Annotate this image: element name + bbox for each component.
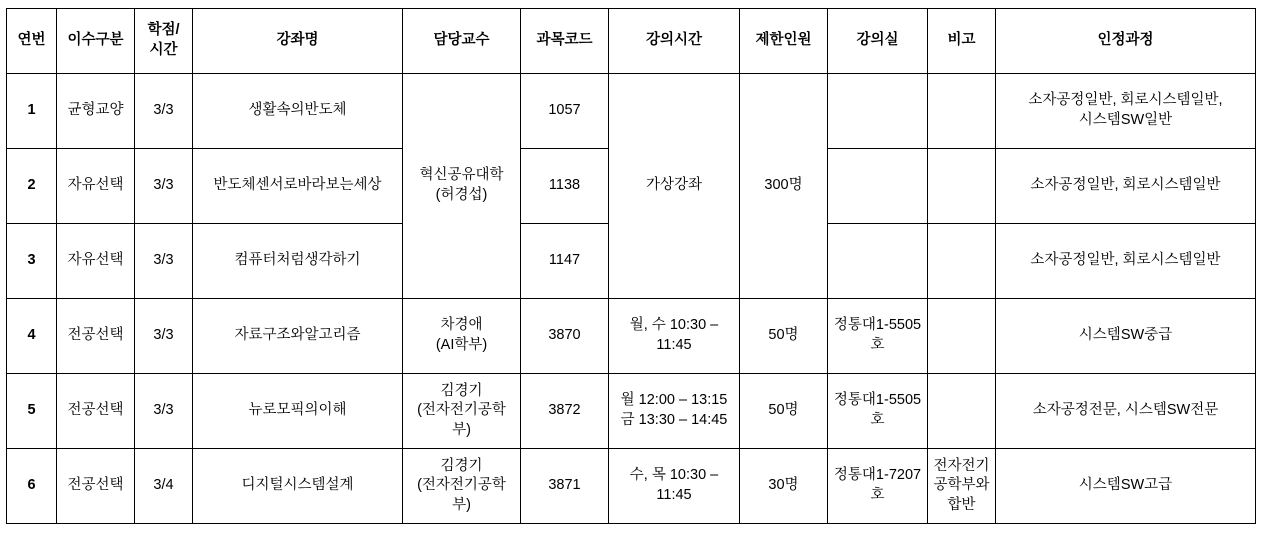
cell-program: 소자공정일반, 회로시스템일반 [996, 224, 1256, 299]
cell-room-line1: 정통대1-7207 [833, 467, 922, 484]
column-header-credit [135, 9, 193, 74]
cell-room [828, 74, 928, 149]
cell-time-line2: 11:45 [656, 487, 692, 503]
table-row [7, 74, 1256, 149]
cell-code: 1138 [521, 149, 609, 224]
cell-professor-line2: (AI학부) [435, 337, 488, 353]
cell-professor-line2: (전자전기공학 [417, 402, 506, 419]
cell-seq: 6 [7, 449, 57, 524]
cell-seq: 1 [7, 74, 57, 149]
cell-room-line1: 정통대1-5505 [833, 392, 922, 409]
cell-code: 3870 [521, 299, 609, 374]
cell-program: 소자공정일반, 회로시스템일반 [996, 149, 1256, 224]
table-header [7, 9, 1256, 74]
cell-room [828, 149, 928, 224]
cell-note [928, 299, 996, 374]
cell-time-line2: 11:45 [656, 337, 692, 353]
cell-title: 컴퓨터처럼생각하기 [193, 224, 403, 299]
cell-program [996, 74, 1256, 149]
cell-seq: 5 [7, 374, 57, 449]
cell-seq: 2 [7, 149, 57, 224]
cell-code: 3872 [521, 374, 609, 449]
cell-professor-line2: (허경섭) [435, 187, 488, 203]
column-header-professor: 담당교수 [403, 9, 521, 74]
cell-program: 소자공정전문, 시스템SW전문 [996, 374, 1256, 449]
cell-credit: 3/3 [135, 299, 193, 374]
cell-room [828, 299, 928, 374]
column-header-room: 강의실 [828, 9, 928, 74]
table-body [7, 74, 1256, 524]
cell-note [928, 74, 996, 149]
column-header-program: 인정과정 [996, 9, 1256, 74]
cell-room [828, 374, 928, 449]
cell-professor [403, 374, 521, 449]
cell-room [828, 224, 928, 299]
cell-title: 생활속의반도체 [193, 74, 403, 149]
cell-code: 1147 [521, 224, 609, 299]
cell-time [609, 299, 740, 374]
cell-professor-line2: (전자전기공학 [417, 477, 506, 494]
cell-code: 3871 [521, 449, 609, 524]
cell-room-line2: 호 [870, 487, 885, 503]
cell-time [609, 449, 740, 524]
cell-type: 전공선택 [57, 299, 135, 374]
cell-professor-line1: 김경기 [440, 457, 483, 474]
column-header-credit-line1: 학점/ [147, 22, 180, 39]
cell-credit: 3/4 [135, 449, 193, 524]
column-header-type: 이수구분 [57, 9, 135, 74]
cell-credit: 3/3 [135, 149, 193, 224]
cell-note [928, 224, 996, 299]
course-table [6, 8, 1256, 524]
cell-room-line2: 호 [870, 412, 885, 428]
cell-limit-merged: 300명 [740, 74, 828, 299]
table-row [7, 299, 1256, 374]
column-header-time: 강의시간 [609, 9, 740, 74]
cell-professor-line3: 부) [452, 421, 471, 438]
cell-type: 전공선택 [57, 374, 135, 449]
cell-title: 반도체센서로바라보는세상 [193, 149, 403, 224]
cell-room-line2: 호 [870, 337, 885, 353]
cell-title: 디지털시스템설계 [193, 449, 403, 524]
cell-credit: 3/3 [135, 74, 193, 149]
cell-title: 자료구조와알고리즘 [193, 299, 403, 374]
cell-note [928, 449, 996, 524]
cell-program-line1: 소자공정일반, 회로시스템일반, [1028, 92, 1223, 109]
cell-time-line1: 월 12:00 – 13:15 [620, 392, 728, 409]
cell-credit: 3/3 [135, 374, 193, 449]
cell-note-line2: 공학부와 [933, 477, 990, 494]
cell-time-line2: 금 13:30 – 14:45 [620, 412, 728, 428]
cell-room-line1: 정통대1-5505 [833, 317, 922, 334]
cell-type: 자유선택 [57, 224, 135, 299]
cell-time-line1: 수, 목 10:30 – [629, 467, 719, 484]
cell-limit: 30명 [740, 449, 828, 524]
cell-limit: 50명 [740, 374, 828, 449]
cell-program: 시스템SW고급 [996, 449, 1256, 524]
cell-professor-line1: 혁신공유대학 [419, 167, 504, 184]
cell-code: 1057 [521, 74, 609, 149]
cell-program: 시스템SW중급 [996, 299, 1256, 374]
column-header-limit: 제한인원 [740, 9, 828, 74]
cell-seq: 3 [7, 224, 57, 299]
cell-note [928, 149, 996, 224]
cell-time [609, 374, 740, 449]
table-row [7, 374, 1256, 449]
column-header-credit-line2: 시간 [149, 42, 178, 58]
cell-time-line1: 월, 수 10:30 – [629, 317, 719, 334]
cell-professor-merged [403, 74, 521, 299]
cell-seq: 4 [7, 299, 57, 374]
cell-professor-line1: 차경애 [440, 317, 483, 334]
cell-time-merged: 가상강좌 [609, 74, 740, 299]
column-header-note: 비고 [928, 9, 996, 74]
cell-note-line1: 전자전기 [933, 457, 990, 474]
table-row [7, 449, 1256, 524]
cell-professor-line3: 부) [452, 496, 471, 513]
cell-note-line3: 합반 [947, 496, 976, 513]
cell-professor [403, 299, 521, 374]
cell-credit: 3/3 [135, 224, 193, 299]
column-header-title: 강좌명 [193, 9, 403, 74]
cell-professor [403, 449, 521, 524]
column-header-code: 과목코드 [521, 9, 609, 74]
cell-title: 뉴로모픽의이해 [193, 374, 403, 449]
cell-type: 균형교양 [57, 74, 135, 149]
column-header-seq: 연번 [7, 9, 57, 74]
cell-type: 자유선택 [57, 149, 135, 224]
cell-note [928, 374, 996, 449]
cell-professor-line1: 김경기 [440, 382, 483, 399]
cell-program-line2: 시스템SW일반 [1078, 112, 1173, 128]
cell-room [828, 449, 928, 524]
cell-type: 전공선택 [57, 449, 135, 524]
cell-limit: 50명 [740, 299, 828, 374]
header-row [7, 9, 1256, 74]
